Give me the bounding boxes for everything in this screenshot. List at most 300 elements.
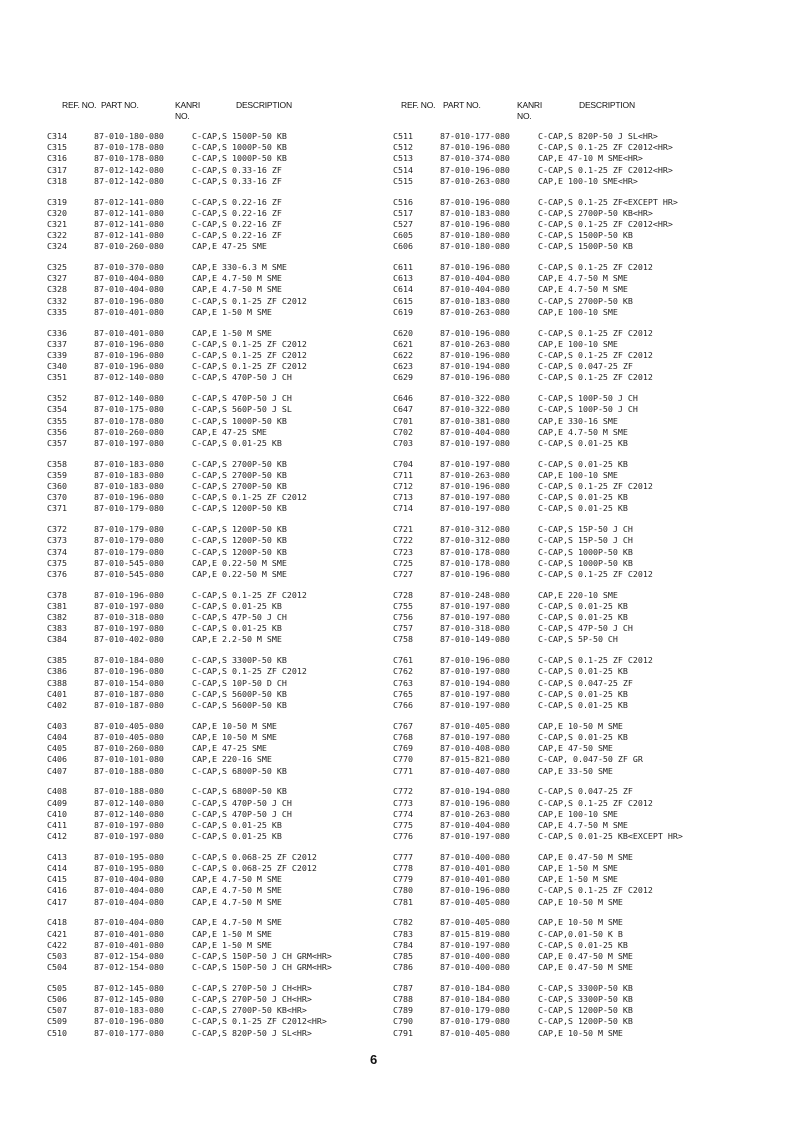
part-no: 87-010-312-080 — [440, 535, 510, 546]
part-no: 87-010-318-080 — [94, 612, 164, 623]
description: C-CAP,S 820P-50 J SL<HR> — [538, 131, 658, 141]
part-no: 87-010-404-080 — [94, 874, 164, 885]
description: CAP,E 4.7-50 M SME — [192, 896, 282, 907]
part-no: 87-010-197-080 — [94, 623, 164, 634]
description: C-CAP,S 1000P-50 KB — [192, 153, 287, 164]
part-no: 87-010-196-080 — [94, 1016, 164, 1027]
description: C-CAP,S 0.01-25 KB — [192, 437, 282, 448]
ref-no: C512 — [393, 142, 413, 153]
part-no: 87-010-197-080 — [440, 437, 510, 448]
ref-no: C773 — [393, 797, 413, 808]
part-no: 87-010-197-080 — [440, 458, 510, 469]
part-no: 87-010-195-080 — [94, 863, 164, 874]
part-no: 87-010-178-080 — [94, 142, 164, 153]
part-no: 87-010-263-080 — [440, 306, 510, 317]
description: C-CAP,S 0.01-25 KB — [538, 437, 628, 448]
part-no: 87-010-401-080 — [94, 928, 164, 939]
ref-no: C515 — [393, 175, 413, 186]
description: C-CAP,S 0.068-25 ZF C2012 — [192, 863, 317, 874]
part-no: 87-010-183-080 — [94, 458, 164, 469]
part-no: 87-010-196-080 — [440, 262, 510, 273]
ref-no: C403 — [47, 720, 67, 731]
ref-no: C772 — [393, 786, 413, 797]
ref-no: C357 — [47, 437, 67, 448]
part-no: 87-010-401-080 — [440, 863, 510, 874]
ref-no: C375 — [47, 557, 67, 568]
part-no: 87-010-197-080 — [94, 831, 164, 842]
description: C-CAP, 0.047-50 ZF GR — [538, 754, 643, 765]
part-no: 87-012-140-080 — [94, 372, 164, 383]
part-no: 87-010-263-080 — [440, 808, 510, 819]
description: C-CAP,S 150P-50 J CH GRM<HR> — [192, 962, 332, 973]
description: C-CAP,S 47P-50 J CH — [538, 623, 633, 634]
ref-no: C510 — [47, 1027, 67, 1038]
part-no: 87-010-196-080 — [440, 349, 510, 360]
description: CAP,E 10-50 M SME — [192, 720, 277, 731]
description: C-CAP,S 270P-50 J CH<HR> — [192, 982, 312, 993]
ref-no: C358 — [47, 458, 67, 469]
ref-no: C767 — [393, 720, 413, 731]
part-no: 87-010-197-080 — [94, 600, 164, 611]
ref-no: C771 — [393, 765, 413, 776]
header-description-left: DESCRIPTION — [236, 100, 292, 110]
part-no: 87-010-401-080 — [94, 939, 164, 950]
description: C-CAP,S 1000P-50 KB — [538, 546, 633, 557]
part-no: 87-010-401-080 — [94, 327, 164, 338]
part-no: 87-010-197-080 — [440, 939, 510, 950]
description: C-CAP,S 1000P-50 KB — [192, 415, 287, 426]
description: CAP,E 10-50 M SME — [538, 896, 623, 907]
part-no: 87-010-178-080 — [94, 415, 164, 426]
ref-no: C527 — [393, 218, 413, 229]
part-no: 87-010-404-080 — [440, 273, 510, 284]
ref-no: C788 — [393, 994, 413, 1005]
part-no: 87-010-408-080 — [440, 743, 510, 754]
part-no: 87-010-184-080 — [440, 982, 510, 993]
description: CAP,E 10-50 M SME — [538, 720, 623, 731]
ref-no: C339 — [47, 349, 67, 360]
description: C-CAP,S 1200P-50 KB — [538, 1005, 633, 1016]
part-no: 87-010-400-080 — [440, 950, 510, 961]
description: C-CAP,S 0.01-25 KB — [192, 831, 282, 842]
part-no: 87-012-141-080 — [94, 207, 164, 218]
description: C-CAP,S 0.1-25 ZF C2012 — [192, 349, 307, 360]
part-no: 87-010-404-080 — [440, 819, 510, 830]
description: C-CAP,S 0.047-25 ZF — [538, 786, 633, 797]
part-no: 87-010-178-080 — [440, 546, 510, 557]
part-no: 87-010-196-080 — [440, 196, 510, 207]
description: C-CAP,S 0.33-16 ZF — [192, 175, 282, 186]
part-no: 87-010-197-080 — [440, 700, 510, 710]
ref-no: C511 — [393, 131, 413, 141]
description: C-CAP,S 0.33-16 ZF — [192, 164, 282, 175]
ref-no: C360 — [47, 481, 67, 492]
description: CAP,E 0.22-50 M SME — [192, 568, 287, 579]
description: C-CAP,S 2700P-50 KB<HR> — [538, 207, 653, 218]
ref-no: C406 — [47, 754, 67, 765]
part-no: 87-010-197-080 — [440, 492, 510, 503]
description: C-CAP,S 1000P-50 KB — [538, 557, 633, 568]
description: C-CAP,S 470P-50 J CH — [192, 808, 292, 819]
description: C-CAP,S 0.1-25 ZF C2012 — [538, 885, 653, 896]
part-no: 87-010-404-080 — [94, 284, 164, 295]
description: C-CAP,S 0.1-25 ZF C2012 — [192, 361, 307, 372]
ref-no: C376 — [47, 568, 67, 579]
part-no: 87-012-141-080 — [94, 196, 164, 207]
ref-no: C757 — [393, 623, 413, 634]
part-no: 87-010-180-080 — [94, 131, 164, 141]
ref-no: C325 — [47, 262, 67, 273]
ref-no: C374 — [47, 546, 67, 557]
description: C-CAP,S 0.01-25 KB<EXCEPT HR> — [538, 831, 683, 842]
ref-no: C712 — [393, 481, 413, 492]
part-no: 87-012-145-080 — [94, 994, 164, 1005]
part-no: 87-010-196-080 — [94, 349, 164, 360]
header-kanri-no-left: NO. — [175, 111, 190, 121]
ref-no: C382 — [47, 612, 67, 623]
description: CAP,E 4.7-50 M SME — [538, 273, 628, 284]
description: C-CAP,S 0.01-25 KB — [538, 503, 628, 514]
ref-no: C351 — [47, 372, 67, 383]
ref-no: C713 — [393, 492, 413, 503]
ref-no: C614 — [393, 284, 413, 295]
description: CAP,E 4.7-50 M SME — [538, 819, 628, 830]
ref-no: C322 — [47, 230, 67, 241]
ref-no: C770 — [393, 754, 413, 765]
ref-no: C386 — [47, 666, 67, 677]
part-no: 87-010-196-080 — [440, 218, 510, 229]
ref-no: C613 — [393, 273, 413, 284]
ref-no: C381 — [47, 600, 67, 611]
part-no: 87-012-141-080 — [94, 230, 164, 241]
description: CAP,E 33-50 SME — [538, 765, 613, 776]
ref-no: C766 — [393, 700, 413, 710]
description: CAP,E 100-10 SME — [538, 338, 618, 349]
ref-no: C328 — [47, 284, 67, 295]
description: C-CAP,S 0.1-25 ZF<EXCEPT HR> — [538, 196, 678, 207]
ref-no: C417 — [47, 896, 67, 907]
ref-no: C619 — [393, 306, 413, 317]
part-no: 87-010-196-080 — [440, 655, 510, 666]
ref-no: C646 — [393, 393, 413, 404]
ref-no: C702 — [393, 426, 413, 437]
description: C-CAP,S 1200P-50 KB — [192, 524, 287, 535]
ref-no: C404 — [47, 731, 67, 742]
part-no: 87-010-196-080 — [94, 361, 164, 372]
part-no: 87-010-196-080 — [94, 589, 164, 600]
ref-no: C402 — [47, 700, 67, 710]
part-no: 87-010-178-080 — [440, 557, 510, 568]
description: CAP,E 4.7-50 M SME — [192, 273, 282, 284]
ref-no: C320 — [47, 207, 67, 218]
description: C-CAP,S 0.22-16 ZF — [192, 207, 282, 218]
description: C-CAP,S 470P-50 J CH — [192, 372, 292, 383]
description: CAP,E 1-50 M SME — [538, 863, 618, 874]
part-no: 87-010-179-080 — [440, 1005, 510, 1016]
part-no: 87-010-405-080 — [440, 720, 510, 731]
ref-no: C416 — [47, 885, 67, 896]
ref-no: C337 — [47, 338, 67, 349]
part-no: 87-010-197-080 — [440, 831, 510, 842]
ref-no: C421 — [47, 928, 67, 939]
description: C-CAP,S 1200P-50 KB — [192, 535, 287, 546]
ref-no: C352 — [47, 393, 67, 404]
description: CAP,E 0.47-50 M SME — [538, 851, 633, 862]
ref-no: C790 — [393, 1016, 413, 1027]
ref-no: C622 — [393, 349, 413, 360]
description: C-CAP,S 10P-50 D CH — [192, 677, 287, 688]
ref-no: C405 — [47, 743, 67, 754]
part-no: 87-010-405-080 — [440, 917, 510, 928]
header-ref-no-left: REF. NO. — [62, 100, 97, 110]
ref-no: C373 — [47, 535, 67, 546]
ref-no: C414 — [47, 863, 67, 874]
part-no: 87-010-196-080 — [440, 142, 510, 153]
description: C-CAP,S 6800P-50 KB — [192, 765, 287, 776]
part-no: 87-010-404-080 — [94, 273, 164, 284]
ref-no: C507 — [47, 1005, 67, 1016]
ref-no: C321 — [47, 218, 67, 229]
part-no: 87-012-140-080 — [94, 797, 164, 808]
header-description-right: DESCRIPTION — [579, 100, 635, 110]
ref-no: C503 — [47, 950, 67, 961]
part-no: 87-010-407-080 — [440, 765, 510, 776]
ref-no: C384 — [47, 634, 67, 645]
part-no: 87-012-140-080 — [94, 393, 164, 404]
part-no: 87-012-154-080 — [94, 950, 164, 961]
description: C-CAP,S 0.1-25 ZF C2012 — [538, 349, 653, 360]
ref-no: C317 — [47, 164, 67, 175]
ref-no: C516 — [393, 196, 413, 207]
description: CAP,E 4.7-50 M SME — [192, 874, 282, 885]
part-no: 87-010-196-080 — [94, 492, 164, 503]
part-no: 87-012-154-080 — [94, 962, 164, 973]
description: C-CAP,S 0.1-25 ZF C2012 — [538, 327, 653, 338]
ref-no: C356 — [47, 426, 67, 437]
description: C-CAP,S 1200P-50 KB — [192, 546, 287, 557]
ref-no: C778 — [393, 863, 413, 874]
part-no: 87-015-819-080 — [440, 928, 510, 939]
description: C-CAP,S 3300P-50 KB — [192, 655, 287, 666]
description: C-CAP,S 0.1-25 ZF C2012 — [538, 797, 653, 808]
part-no: 87-010-404-080 — [94, 917, 164, 928]
ref-no: C647 — [393, 404, 413, 415]
part-no: 87-010-196-080 — [440, 372, 510, 383]
part-no: 87-010-196-080 — [94, 666, 164, 677]
description: CAP,E 4.7-50 M SME — [192, 917, 282, 928]
description: C-CAP,S 2700P-50 KB<HR> — [192, 1005, 307, 1016]
ref-no: C785 — [393, 950, 413, 961]
part-no: 87-010-196-080 — [440, 568, 510, 579]
description: CAP,E 4.7-50 M SME — [538, 426, 628, 437]
description: C-CAP,S 3300P-50 KB — [538, 994, 633, 1005]
ref-no: C783 — [393, 928, 413, 939]
description: C-CAP,S 0.01-25 KB — [538, 612, 628, 623]
ref-no: C409 — [47, 797, 67, 808]
description: C-CAP,S 0.01-25 KB — [538, 939, 628, 950]
part-no: 87-010-197-080 — [440, 688, 510, 699]
description: CAP,E 1-50 M SME — [192, 306, 272, 317]
description: CAP,E 100-10 SME — [538, 808, 618, 819]
description: CAP,E 1-50 M SME — [192, 939, 272, 950]
ref-no: C359 — [47, 469, 67, 480]
description: C-CAP,S 0.1-25 ZF C2012 — [538, 568, 653, 579]
ref-no: C319 — [47, 196, 67, 207]
description: CAP,E 10-50 M SME — [538, 1027, 623, 1038]
description: C-CAP,S 1200P-50 KB — [192, 503, 287, 514]
part-no: 87-010-196-080 — [94, 338, 164, 349]
description: C-CAP,S 0.068-25 ZF C2012 — [192, 851, 317, 862]
part-no: 87-010-263-080 — [440, 175, 510, 186]
ref-no: C372 — [47, 524, 67, 535]
part-no: 87-010-101-080 — [94, 754, 164, 765]
part-no: 87-010-194-080 — [440, 786, 510, 797]
ref-no: C780 — [393, 885, 413, 896]
description: C-CAP,S 0.1-25 ZF C2012<HR> — [538, 142, 673, 153]
ref-no: C514 — [393, 164, 413, 175]
part-no: 87-010-179-080 — [94, 524, 164, 535]
part-no: 87-010-405-080 — [94, 720, 164, 731]
ref-no: C758 — [393, 634, 413, 645]
ref-no: C314 — [47, 131, 67, 141]
ref-no: C378 — [47, 589, 67, 600]
part-no: 87-010-197-080 — [94, 819, 164, 830]
part-no: 87-010-545-080 — [94, 568, 164, 579]
part-no: 87-010-370-080 — [94, 262, 164, 273]
description: C-CAP,S 0.22-16 ZF — [192, 230, 282, 241]
description: C-CAP,S 0.1-25 ZF C2012 — [538, 655, 653, 666]
description: C-CAP,S 0.1-25 ZF C2012<HR> — [192, 1016, 327, 1027]
description: C-CAP,S 0.1-25 ZF C2012 — [538, 262, 653, 273]
ref-no: C615 — [393, 295, 413, 306]
description: CAP,E 100-10 SME — [538, 469, 618, 480]
ref-no: C410 — [47, 808, 67, 819]
ref-no: C721 — [393, 524, 413, 535]
part-no: 87-010-197-080 — [94, 437, 164, 448]
description: C-CAP,S 470P-50 J CH — [192, 797, 292, 808]
part-no: 87-010-405-080 — [440, 1027, 510, 1038]
description: C-CAP,S 0.22-16 ZF — [192, 218, 282, 229]
ref-no: C711 — [393, 469, 413, 480]
header-part-no-left: PART NO. — [101, 100, 139, 110]
part-no: 87-010-402-080 — [94, 634, 164, 645]
ref-no: C761 — [393, 655, 413, 666]
part-no: 87-010-197-080 — [440, 600, 510, 611]
part-no: 87-010-194-080 — [440, 677, 510, 688]
ref-no: C725 — [393, 557, 413, 568]
part-no: 87-010-197-080 — [440, 503, 510, 514]
part-no: 87-010-179-080 — [440, 1016, 510, 1027]
ref-no: C704 — [393, 458, 413, 469]
part-no: 87-010-404-080 — [440, 426, 510, 437]
part-no: 87-010-183-080 — [440, 207, 510, 218]
ref-no: C722 — [393, 535, 413, 546]
ref-no: C782 — [393, 917, 413, 928]
ref-no: C327 — [47, 273, 67, 284]
ref-no: C506 — [47, 994, 67, 1005]
ref-no: C332 — [47, 295, 67, 306]
description: CAP,E 1-50 M SME — [192, 327, 272, 338]
part-no: 87-010-263-080 — [440, 338, 510, 349]
description: C-CAP,S 0.01-25 KB — [538, 458, 628, 469]
header-kanri-no-right: NO. — [517, 111, 532, 121]
ref-no: C701 — [393, 415, 413, 426]
description: C-CAP,S 0.01-25 KB — [538, 700, 628, 710]
description: C-CAP,S 0.047-25 ZF — [538, 677, 633, 688]
description: C-CAP,S 2700P-50 KB — [538, 295, 633, 306]
ref-no: C755 — [393, 600, 413, 611]
part-no: 87-015-821-080 — [440, 754, 510, 765]
part-no: 87-010-194-080 — [440, 361, 510, 372]
ref-no: C318 — [47, 175, 67, 186]
description: C-CAP,S 0.1-25 ZF C2012<HR> — [538, 164, 673, 175]
description: C-CAP,S 0.01-25 KB — [192, 600, 282, 611]
part-no: 87-010-184-080 — [440, 994, 510, 1005]
description: CAP,E 4.7-50 M SME — [192, 885, 282, 896]
part-no: 87-010-401-080 — [440, 874, 510, 885]
part-no: 87-012-140-080 — [94, 808, 164, 819]
part-no: 87-010-179-080 — [94, 546, 164, 557]
description: C-CAP,S 5600P-50 KB — [192, 700, 287, 710]
ref-no: C315 — [47, 142, 67, 153]
description: CAP,E 0.47-50 M SME — [538, 962, 633, 973]
description: C-CAP,S 1500P-50 KB — [538, 230, 633, 241]
description: C-CAP,S 150P-50 J CH GRM<HR> — [192, 950, 332, 961]
part-no: 87-010-183-080 — [94, 469, 164, 480]
part-no: 87-010-260-080 — [94, 743, 164, 754]
ref-no: C786 — [393, 962, 413, 973]
ref-no: C769 — [393, 743, 413, 754]
part-no: 87-010-177-080 — [94, 1027, 164, 1038]
description: CAP,E 4.7-50 M SME — [192, 284, 282, 295]
description: CAP,E 100-10 SME<HR> — [538, 175, 638, 186]
part-no: 87-010-381-080 — [440, 415, 510, 426]
header-part-no-right: PART NO. — [443, 100, 481, 110]
part-no: 87-010-149-080 — [440, 634, 510, 645]
ref-no: C728 — [393, 589, 413, 600]
part-no: 87-010-188-080 — [94, 765, 164, 776]
part-no: 87-010-183-080 — [440, 295, 510, 306]
ref-no: C605 — [393, 230, 413, 241]
description: C-CAP,S 0.1-25 ZF C2012 — [538, 372, 653, 383]
description: C-CAP,S 470P-50 J CH — [192, 393, 292, 404]
description: C-CAP,S 1500P-50 KB — [192, 131, 287, 141]
description: CAP,E 330-6.3 M SME — [192, 262, 287, 273]
ref-no: C513 — [393, 153, 413, 164]
description: CAP,E 10-50 M SME — [192, 731, 277, 742]
description: C-CAP,S 5600P-50 KB — [192, 688, 287, 699]
part-no: 87-010-180-080 — [440, 230, 510, 241]
header-kanri-right: KANRI — [517, 100, 542, 110]
part-no: 87-012-142-080 — [94, 164, 164, 175]
ref-no: C768 — [393, 731, 413, 742]
description: C-CAP,S 0.01-25 KB — [538, 492, 628, 503]
description: C-CAP,S 2700P-50 KB — [192, 469, 287, 480]
ref-no: C336 — [47, 327, 67, 338]
description: CAP,E 47-10 M SME<HR> — [538, 153, 643, 164]
ref-no: C504 — [47, 962, 67, 973]
part-no: 87-012-142-080 — [94, 175, 164, 186]
description: C-CAP,S 6800P-50 KB — [192, 786, 287, 797]
part-no: 87-010-322-080 — [440, 404, 510, 415]
ref-no: C335 — [47, 306, 67, 317]
description: CAP,E 47-50 SME — [538, 743, 613, 754]
ref-no: C371 — [47, 503, 67, 514]
ref-no: C408 — [47, 786, 67, 797]
part-no: 87-010-260-080 — [94, 426, 164, 437]
description: C-CAP,S 1200P-50 KB — [538, 1016, 633, 1027]
description: C-CAP,S 560P-50 J SL — [192, 404, 292, 415]
